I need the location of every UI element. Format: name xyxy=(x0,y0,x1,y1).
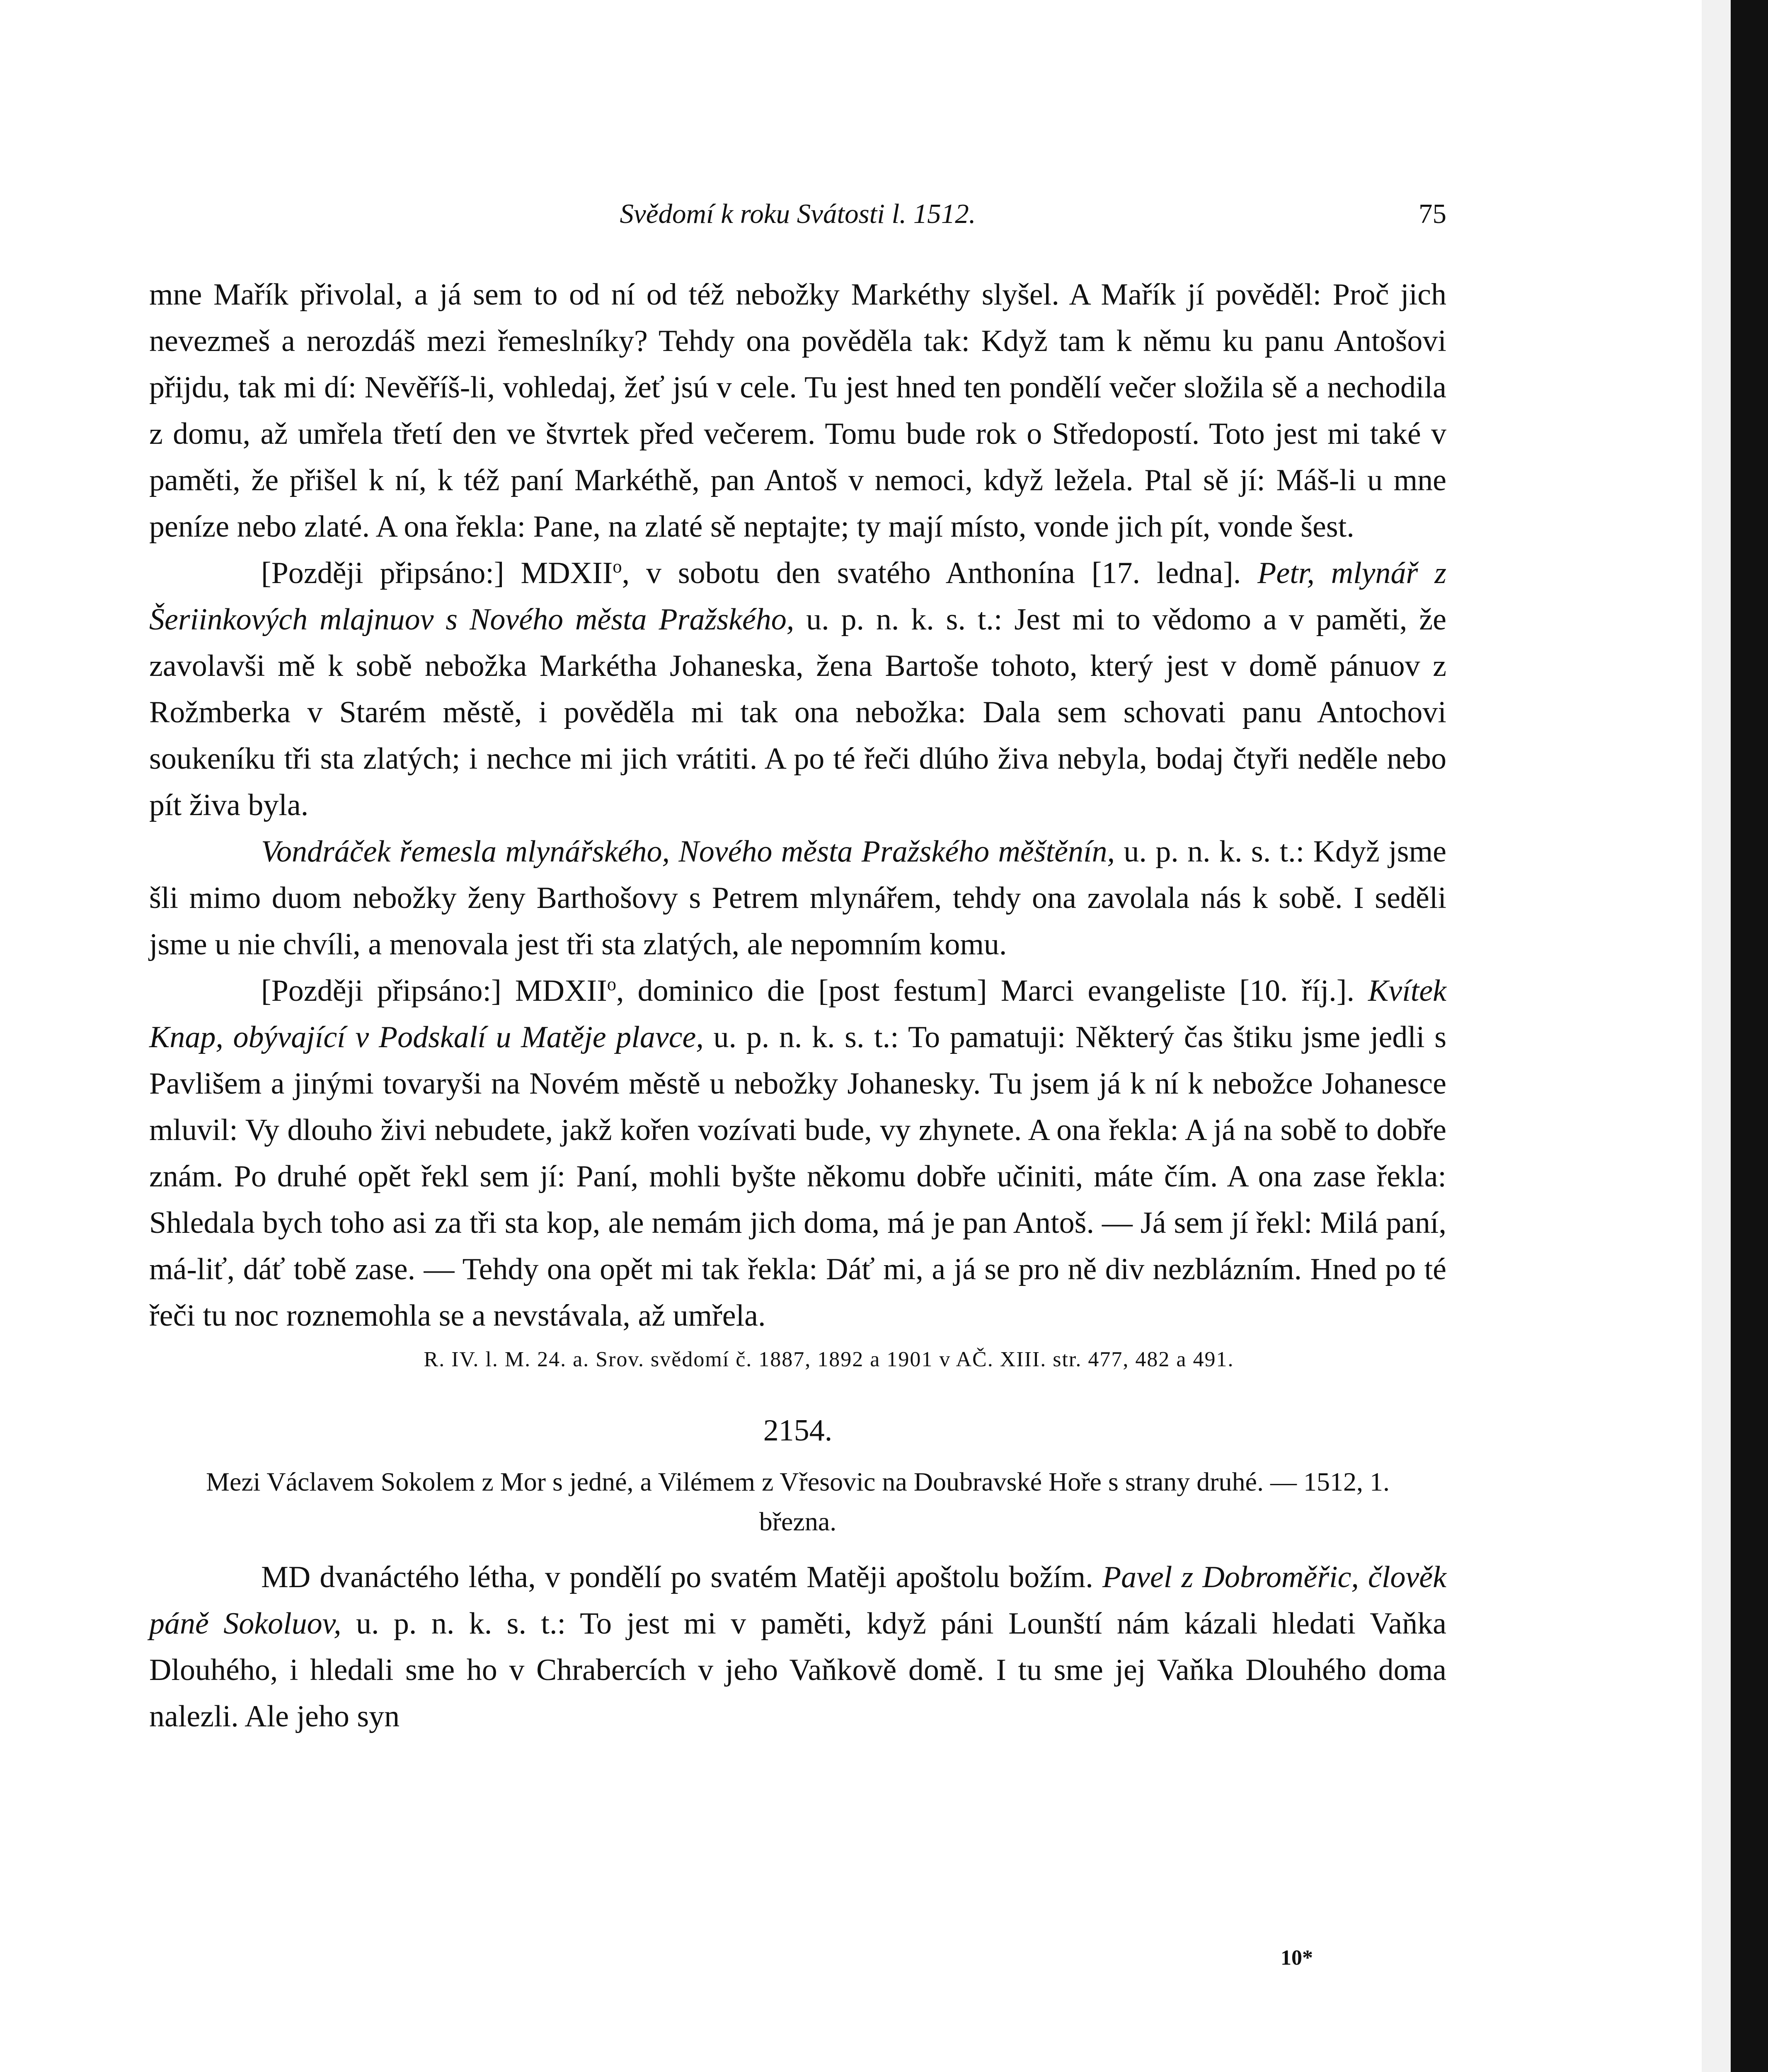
date-text: , dominico die [post festum] Marci evangeliste [10. říj.]. xyxy=(616,974,1354,1008)
testimony-text: u. p. n. k. s. t.: Jest mi to vědomo a v paměti, že zavolavši mě k sobě nebožka Markétha Johaneska, žena Bartoše tohoto, který jest v domě pánuov z Rožmberka v Starém městě, i pověděla mi tak ona nebožka: Dala sem schovati panu Antochovi soukeníku tři sta zlatých; i nechce mi jich vrátiti. A po té řeči dlúho živa nebyla, bodaj čtyři neděle nebo pít živa byla. xyxy=(149,603,1446,822)
testimony-text: u. p. n. k. s. t.: To pamatuji: Některý čas štiku jsme jedli s Pavlišem a jinými tovaryši na Novém městě u nebožky Johanesky. Tu jsem já k ní k nebožce Johanesce mluvil: Vy dlouho živi nebudete, jakž kořen vozívati bude, vy zhynete. A ona řekla: A já na sobě to dobře znám. Po druhé opět řekl sem jí: Paní, mohli byšte někomu dobře učiniti, máte čím. A ona zase řekla: Shledala bych toho asi za tři sta kop, ale nemám jich doma, má je pan Antoš. — Já sem jí řekl: Milá paní, má-liť, dáť tobě zase. — Tehdy ona opět mi tak řekla: Dáť mi, a já se pro ně div nezblázním. Hned po té řeči tu noc roznemohla se a nevstávala, až umřela. xyxy=(149,1020,1446,1333)
date-superscript: o xyxy=(613,556,622,577)
witness-name: Pavel z Dobroměřic, člověk páně Sokoluov, xyxy=(149,1560,1446,1641)
date-roman: MDXII xyxy=(515,974,607,1008)
later-note: [Později připsáno:] xyxy=(261,556,504,590)
paragraph-vondracek xyxy=(149,828,1446,968)
document-number: 2154. xyxy=(763,1414,833,1447)
scan-margin-strip xyxy=(1702,0,1731,2072)
paragraph-pavel xyxy=(149,1554,1446,1740)
signature-mark: 10* xyxy=(1281,1946,1313,1970)
running-head xyxy=(149,198,1446,235)
running-title: Svědomí k roku Svátosti l. 1512. xyxy=(620,198,976,229)
witness-name: Petr, mlynář z Šeriinkových mlajnuov s Nového města Pražského, xyxy=(149,556,1447,637)
testimony-text: u. p. n. k. s. t.: Když jsme šli mimo duom nebožky ženy Barthošovy s Petrem mlynářem, tehdy ona zavolala nás k sobě. I seděli jsme u nie chvíli, a menovala jest tři sta zlatých, ale nepomním komu. xyxy=(149,835,1446,961)
witness-name: Kvítek Knap, obývající v Podskalí u Matěje plavce, xyxy=(149,974,1447,1054)
witness-name: Vondráček řemesla mlynářského, Nového města Pražského měštěnín, xyxy=(261,835,1115,869)
page-body xyxy=(149,271,1446,1740)
paragraph-continuation: mne Mařík přivolal, a já sem to od ní od též nebožky Markéthy slyšel. A Mařík jí pověděl: Proč jich nevezmeš a nerozdáš mezi řemeslníky? Tehdy ona pověděla tak: Když tam k němu ku panu Antošovi přijdu, tak mi dí: Nevěříš-li, vohledaj, žeť jsú v cele. Tu jest hned ten pondělí večer složila sě a nechodila z domu, až umřela třetí den ve štvrtek před večerem. Tomu bude rok o Středopostí. Toto jest mi také v paměti, že přišel k ní, k též paní Markéthě, pan Antoš v nemoci, když ležela. Ptal sě jí: Máš-li u mne peníze nebo zlaté. A ona řekla: Pane, na zlaté sě neptajte; ty mají místo, vonde jich pít, vonde šest. xyxy=(149,278,1446,544)
page-number: 75 xyxy=(1419,198,1446,229)
date-roman: MDXII xyxy=(521,556,613,590)
scan-edge-right xyxy=(1731,0,1768,2072)
date-superscript: o xyxy=(607,973,616,995)
document-title: Mezi Václavem Sokolem z Mor s jedné, a Vilémem z Vřesovic na Doubravské Hoře s strany druhé. — 1512, 1. března. xyxy=(206,1467,1390,1536)
paragraph-petr xyxy=(149,550,1446,828)
testimony-text: u. p. n. k. s. t.: To jest mi v paměti, když páni Lounští nám kázali hledati Vaňka Dlouhého, i hledali sme ho v Chrabercích v jeho Vaňkově domě. I tu sme jej Vaňka Dlouhého doma nalezli. Ale jeho syn xyxy=(149,1607,1446,1733)
source-note: R. IV. l. M. 24. a. Srov. svědomí č. 1887, 1892 a 1901 v AČ. XIII. str. 477, 482 a 491. xyxy=(424,1348,1234,1371)
paragraph-kvitek xyxy=(149,968,1446,1339)
date-text: , v sobotu den svatého Anthonína [17. ledna]. xyxy=(622,556,1241,590)
later-note: [Později připsáno:] xyxy=(261,974,501,1008)
date-text: MD dvanáctého létha, v pondělí po svatém Matěji apoštolu božím. xyxy=(261,1560,1102,1594)
